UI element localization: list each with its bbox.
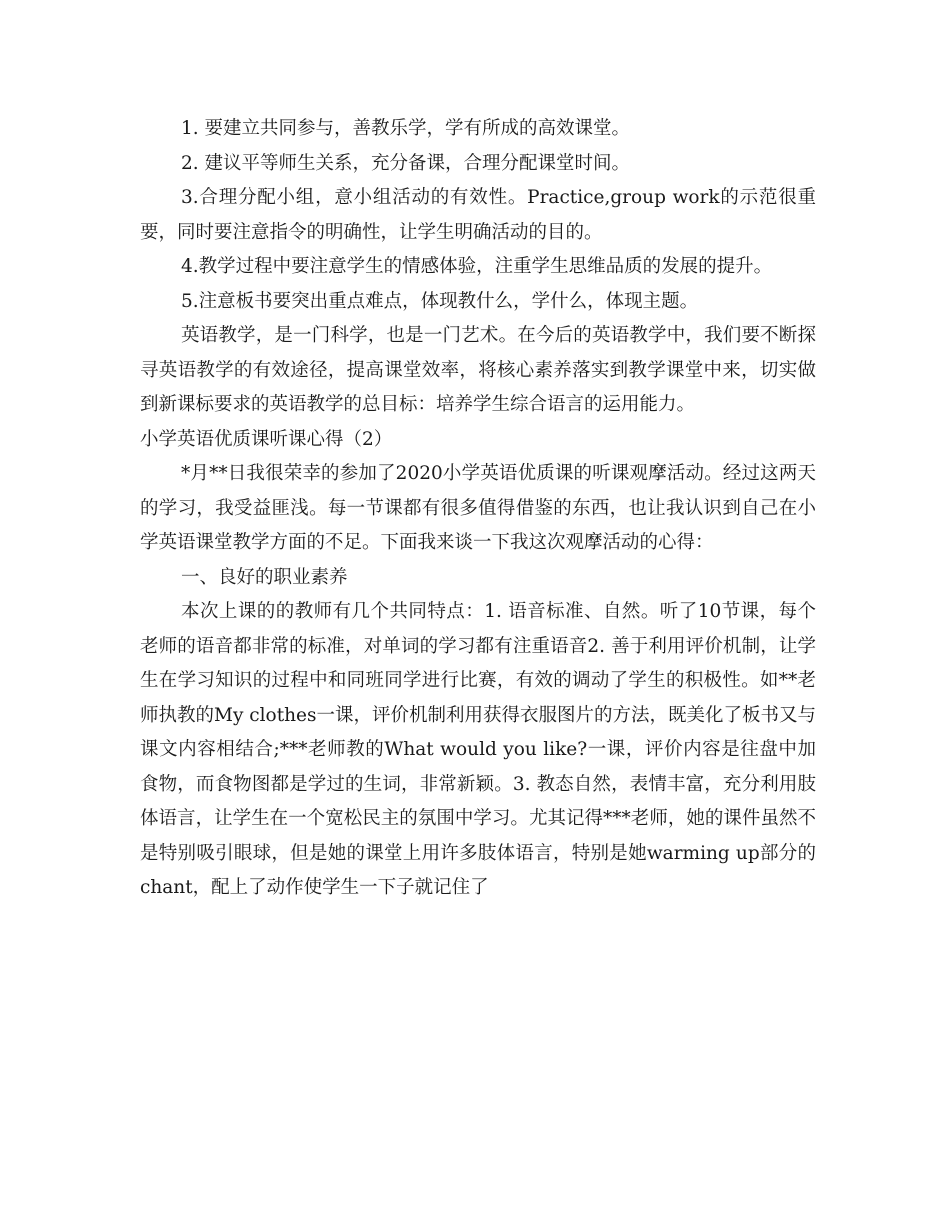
paragraph-body: 本次上课的的教师有几个共同特点：1. 语音标准、自然。听了10节课，每个老师的语音都非常的标准，对单词的学习都有注重语音2. 善于利用评价机制，让学生在学习知识的过程中和同班同学进行比赛，有效的调动了学生的积极性。如**老师执教的My clothes一课，评价机制利用获得衣服图片的方法，既美化了板书又与课文内容相结合;***老师教的What would you like?一课，评价内容是往盘中加食物，而食物图都是学过的生词，非常新颖。3. 教态自然，表情丰富，充分利用肢体语言，让学生在一个宽松民主的氛围中学习。尤其记得***老师，她的课件虽然不是特别吸引眼球，但是她的课堂上用许多肢体语言，特别是她warming up部分的chant，配上了动作使学生一下子就记住了 — [140, 601, 816, 898]
paragraph-item-5: 5.注意板书要突出重点难点，体现教什么，学什么，体现主题。 — [181, 290, 699, 312]
paragraph-heading: 一、良好的职业素养 — [181, 566, 348, 588]
paragraph-item-3: 3.合理分配小组，意小组活动的有效性。Practice,group work的示范很重要，同时要注意指令的明确性，让学生明确活动的目的。 — [140, 187, 816, 243]
section-title: 小学英语优质课听课心得（2） — [140, 428, 393, 450]
paragraph-item-4: 4.教学过程中要注意学生的情感体验，注重学生思维品质的发展的提升。 — [181, 256, 773, 277]
paragraph-item-1: 1. 要建立共同参与，善教乐学，学有所成的高效课堂。 — [181, 118, 631, 139]
document-page — [140, 112, 816, 906]
paragraph-intro: *月**日我很荣幸的参加了2020小学英语优质课的听课观摩活动。经过这两天的学习，我受益匪浅。每一节课都有很多值得借鉴的东西，也让我认识到自己在小学英语课堂教学方面的不足。下面我来谈一下我这次观摩活动的心得： — [140, 463, 816, 553]
paragraph-conclusion: 英语教学，是一门科学，也是一门艺术。在今后的英语教学中，我们要不断探寻英语教学的有效途径，提高课堂效率，将核心素养落实到教学课堂中来，切实做到新课标要求的英语教学的总目标：培养学生综合语言的运用能力。 — [140, 325, 816, 415]
paragraph-item-2: 2. 建议平等师生关系，充分备课，合理分配课堂时间。 — [181, 152, 631, 174]
